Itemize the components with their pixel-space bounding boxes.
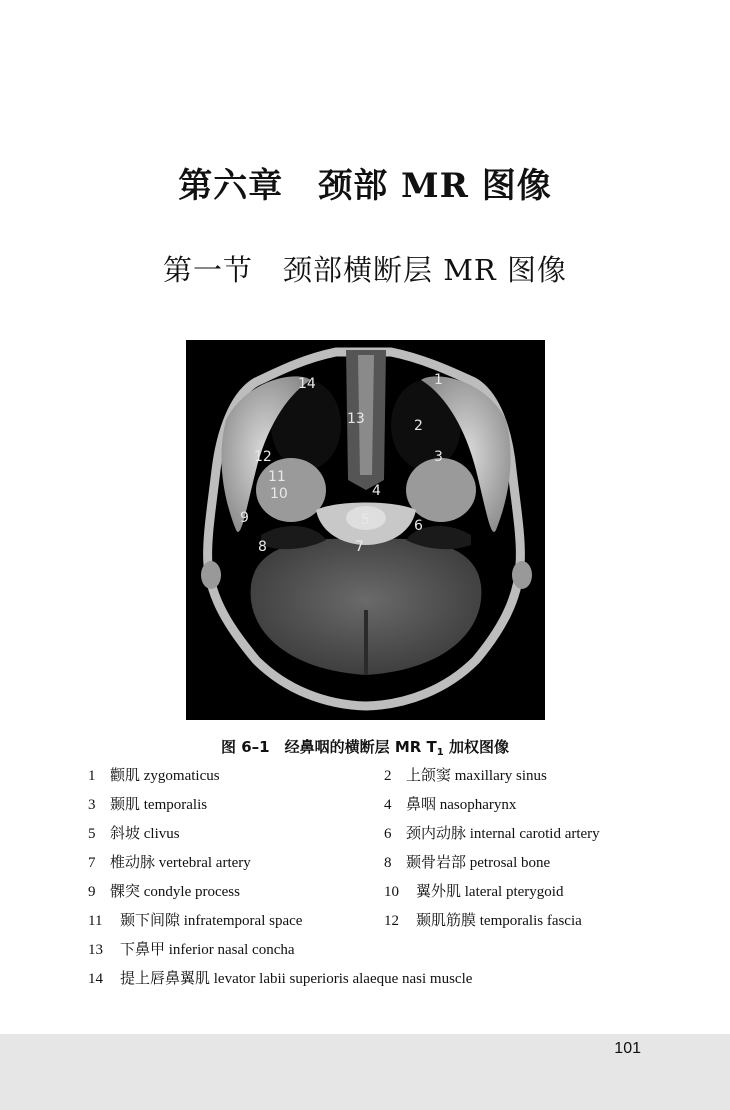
figure-label-4: 4: [372, 483, 381, 499]
legend-text: 髁突 condyle process: [110, 884, 240, 900]
legend-text: 颈内动脉 internal carotid artery: [406, 826, 600, 842]
legend-num: 12: [384, 913, 399, 929]
legend-text: 下鼻甲 inferior nasal concha: [120, 942, 295, 958]
figure-label-1: 1: [434, 372, 443, 388]
figure-caption: [0, 736, 730, 758]
figure-label-10: 10: [270, 486, 288, 502]
legend-num: 6: [384, 826, 392, 842]
figure-label-13: 13: [347, 411, 365, 427]
legend-text: 颞下间隙 infratemporal space: [120, 913, 303, 929]
legend-num: 10: [384, 884, 399, 900]
legend-num: 2: [384, 768, 392, 784]
caption-prefix: 图 6–1 经鼻咽的横断层 MR T: [221, 738, 437, 756]
legend-item: [384, 769, 547, 784]
legend-text: 提上唇鼻翼肌 levator labii superioris alaeque nasi muscle: [120, 971, 473, 987]
legend-num: 11: [88, 913, 103, 929]
legend-item: [384, 914, 582, 929]
legend-text: 翼外肌 lateral pterygoid: [416, 884, 564, 900]
figure-label-9: 9: [240, 510, 249, 526]
legend-item: [384, 827, 600, 842]
legend-item: [88, 914, 302, 929]
figure-label-12: 12: [254, 449, 272, 465]
legend-item: [384, 856, 550, 871]
legend-item: [384, 798, 516, 813]
figure-label-14: 14: [298, 376, 316, 392]
caption-subscript: 1: [436, 747, 444, 758]
legend-num: 9: [88, 884, 96, 900]
chapter-title: 第六章 颈部 MR 图像: [178, 166, 552, 206]
legend-item: [88, 827, 180, 842]
mri-scan-image: [186, 340, 545, 720]
legend-num: 4: [384, 797, 392, 813]
page-number: 101: [614, 1040, 641, 1057]
legend-text: 颞肌 temporalis: [110, 797, 208, 813]
legend-text: 颞骨岩部 petrosal bone: [406, 855, 551, 871]
legend-num: 3: [88, 797, 96, 813]
legend-item: [88, 885, 240, 900]
legend-num: 1: [88, 768, 96, 784]
legend-item: [384, 885, 563, 900]
figure-label-6: 6: [414, 518, 423, 534]
legend-num: 5: [88, 826, 96, 842]
legend-text: 鼻咽 nasopharynx: [406, 797, 517, 813]
legend-item: [88, 856, 251, 871]
legend-text: 颧肌 zygomaticus: [110, 768, 220, 784]
legend-num: 8: [384, 855, 392, 871]
legend-text: 上颌窦 maxillary sinus: [406, 768, 547, 784]
figure-label-7: 7: [355, 539, 364, 555]
figure-label-3: 3: [434, 449, 443, 465]
figure-label-11: 11: [268, 469, 286, 485]
figure-label-5: 5: [361, 512, 370, 528]
legend-num: 13: [88, 942, 103, 958]
legend-item: [88, 769, 220, 784]
section-title: 第一节 颈部横断层 MR 图像: [163, 253, 567, 287]
legend-item: [88, 943, 295, 958]
mri-figure: [186, 340, 545, 720]
legend-num: 14: [88, 971, 103, 987]
legend-text: 颞肌筋膜 temporalis fascia: [416, 913, 582, 929]
legend-item: [88, 972, 472, 987]
figure-label-2: 2: [414, 418, 423, 434]
figure-label-8: 8: [258, 539, 267, 555]
legend-text: 斜坡 clivus: [110, 826, 180, 842]
legend-num: 7: [88, 855, 96, 871]
legend-text: 椎动脉 vertebral artery: [110, 855, 251, 871]
caption-suffix: 加权图像: [443, 738, 509, 756]
legend-item: [88, 798, 207, 813]
